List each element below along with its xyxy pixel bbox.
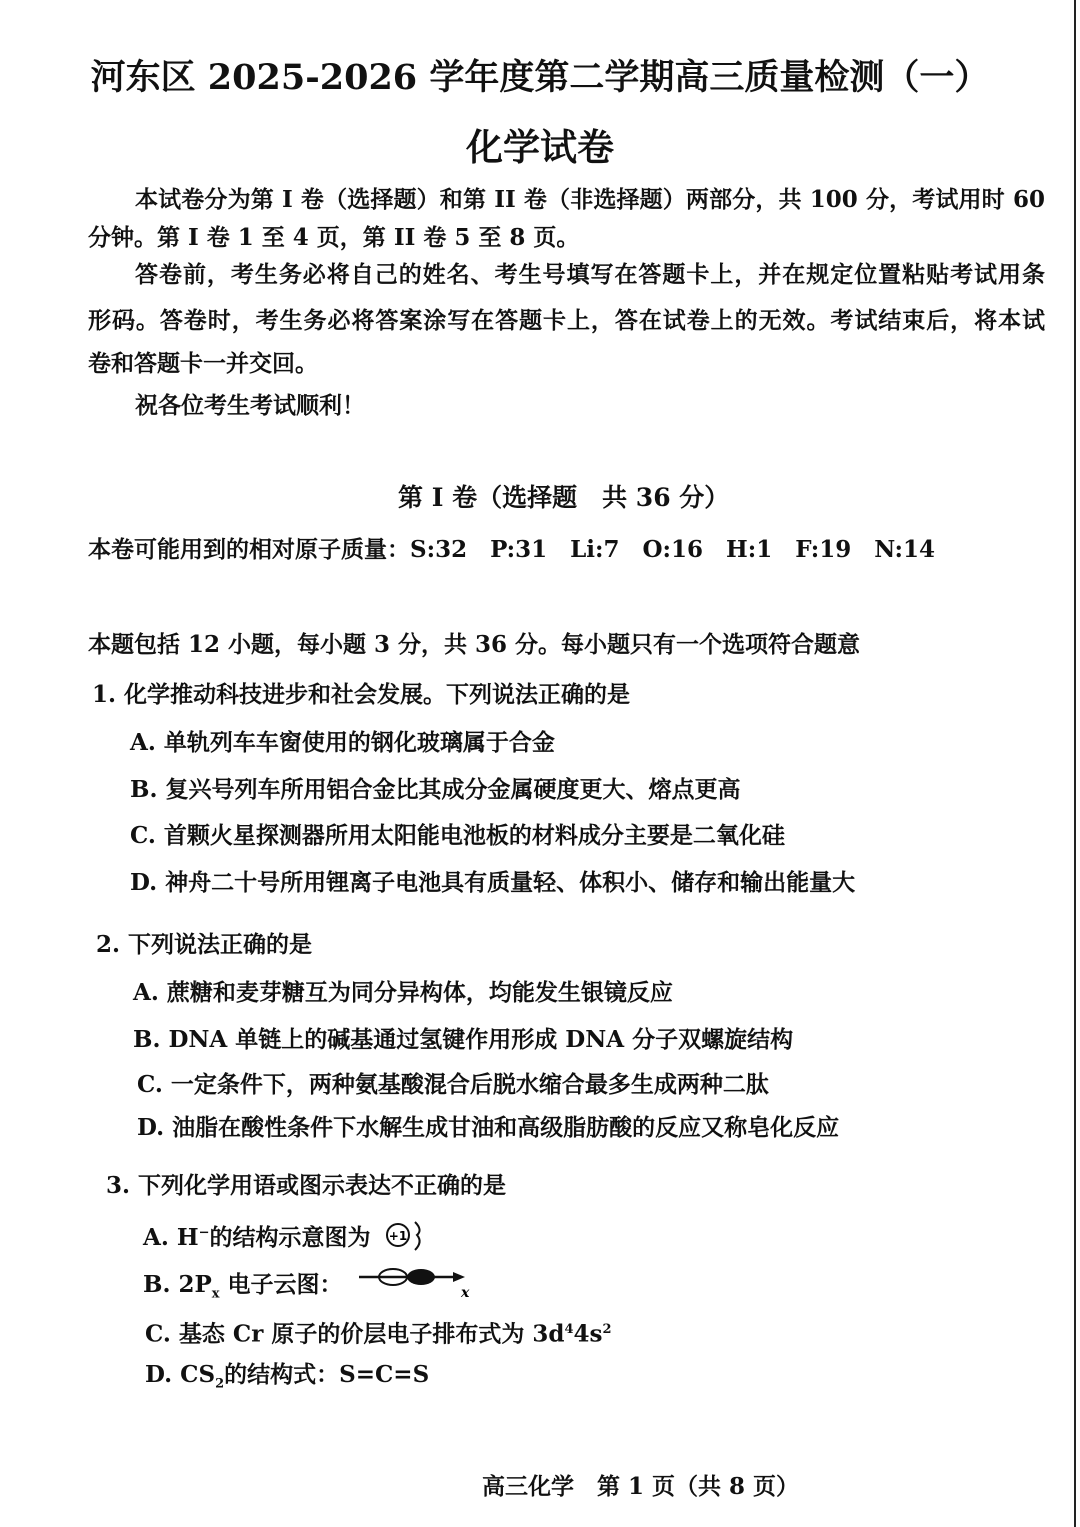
intro-line-6: 祝各位考生考试顺利！ [135, 392, 365, 419]
question-3-option-b [143, 1265, 477, 1310]
p-orbital-cloud-icon [357, 1265, 477, 1307]
question-3-option-c [145, 1315, 612, 1350]
intro-line-3: 答卷前，考生务必将自己的姓名、考生号填写在答题卡上，并在规定位置粘贴考试用条 [135, 261, 1045, 288]
option-c-prefix: C. 基态 Cr 原子的价层电子排布式为 3d [145, 1320, 565, 1348]
option-a-prefix: A. H [143, 1224, 199, 1251]
question-1-stem: 1. 化学推动科技进步和社会发展。下列说法正确的是 [92, 681, 631, 708]
question-2-option-a: A. 蔗糖和麦芽糖互为同分异构体，均能发生银镜反应 [133, 979, 673, 1006]
exam-subtitle: 化学试卷 [466, 125, 614, 169]
question-2-option-b: B. DNA 单链上的碱基通过氢键作用形成 DNA 分子双螺旋结构 [133, 1026, 794, 1053]
atomic-masses: 本卷可能用到的相对原子质量：S:32 P:31 Li:7 O:16 H:1 F:19 N:14 [88, 536, 935, 563]
atom-structure-diagram-icon [385, 1218, 435, 1260]
question-3-option-a [143, 1218, 435, 1260]
scan-edge-line [1074, 0, 1076, 1527]
question-2-stem: 2. 下列说法正确的是 [96, 931, 313, 958]
section-heading: 第 I 卷（选择题 共 36 分） [398, 483, 730, 512]
option-b-prefix: B. 2P [143, 1271, 212, 1298]
s-electrons-superscript: 2 [602, 1322, 612, 1337]
d-electrons-superscript: 4 [564, 1322, 574, 1337]
nucleus-charge: +1 [388, 1229, 407, 1243]
intro-line-5: 卷和答题卡一并交回。 [88, 350, 318, 377]
intro-line-4: 形码。答卷时，考生务必将答案涂写在答题卡上，答在试卷上的无效。考试结束后，将本试 [88, 307, 1045, 334]
question-2-option-c: C. 一定条件下，两种氨基酸混合后脱水缩合最多生成两种二肽 [137, 1071, 769, 1098]
charge-superscript: − [198, 1225, 210, 1241]
question-3-option-d [145, 1360, 429, 1400]
question-1-option-c: C. 首颗火星探测器所用太阳能电池板的材料成分主要是二氧化硅 [130, 822, 785, 849]
question-1-option-d: D. 神舟二十号所用锂离子电池具有质量轻、体积小、储存和输出能量大 [130, 869, 856, 896]
question-2-option-d: D. 油脂在酸性条件下水解生成甘油和高级脂肪酸的反应又称皂化反应 [137, 1114, 840, 1141]
option-d-text: 的结构式：S=C=S [224, 1361, 430, 1388]
intro-line-2: 分钟。第 I 卷 1 至 4 页，第 II 卷 5 至 8 页。 [88, 224, 580, 251]
x-axis-label: x [460, 1285, 469, 1299]
question-3-stem: 3. 下列化学用语或图示表达不正确的是 [106, 1172, 507, 1199]
page-footer: 高三化学 第 1 页（共 8 页） [482, 1473, 800, 1500]
section-instructions: 本题包括 12 小题，每小题 3 分，共 36 分。每小题只有一个选项符合题意 [88, 631, 861, 658]
intro-line-1: 本试卷分为第 I 卷（选择题）和第 II 卷（非选择题）两部分，共 100 分，考试用时 60 [135, 186, 1045, 213]
orbital-subscript: x [211, 1286, 220, 1302]
formula-subscript: 2 [215, 1376, 225, 1392]
option-c-orbital: 4s [573, 1320, 603, 1348]
option-b-text: 电子云图： [219, 1271, 343, 1298]
option-a-text: 的结构示意图为 [209, 1224, 371, 1251]
question-1-option-b: B. 复兴号列车所用铝合金比其成分金属硬度更大、熔点更高 [130, 776, 741, 803]
exam-title: 河东区 2025-2026 学年度第二学期高三质量检测（一） [90, 57, 990, 98]
option-d-prefix: D. CS [145, 1361, 216, 1388]
question-1-option-a: A. 单轨列车车窗使用的钢化玻璃属于合金 [130, 729, 555, 756]
